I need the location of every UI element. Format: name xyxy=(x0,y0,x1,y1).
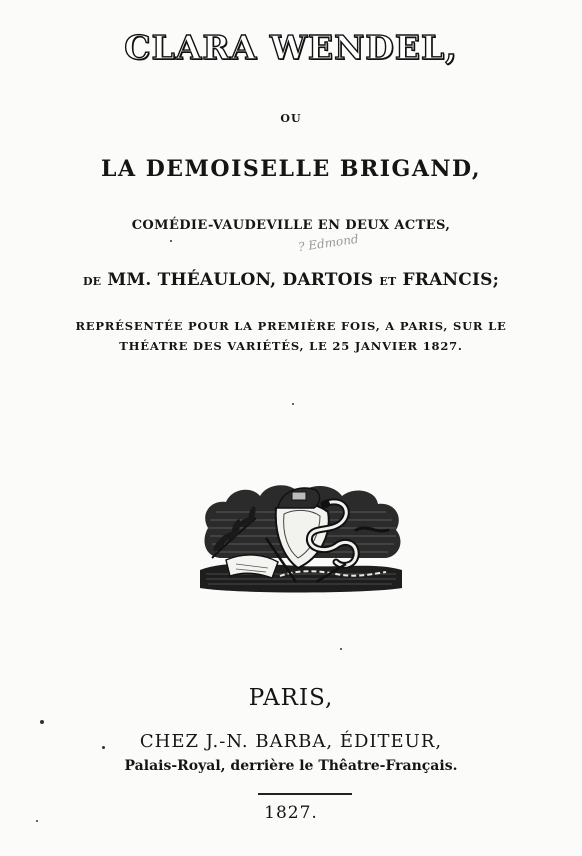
imprint-publisher: CHEZ J.-N. BARBA, ÉDITEUR, xyxy=(139,731,443,752)
genre-line: COMÉDIE-VAUDEVILLE EN DEUX ACTES, xyxy=(131,218,451,233)
performance-note xyxy=(0,316,582,356)
play-subtitle: LA DEMOISELLE BRIGAND, xyxy=(101,156,481,182)
authors-names-b: FRANCIS; xyxy=(402,270,500,290)
paper-speck xyxy=(102,746,105,749)
authors-prefix: DE xyxy=(82,275,102,288)
play-title: CLARA WENDEL, xyxy=(124,28,458,67)
divider-rule xyxy=(258,793,352,795)
paper-speck xyxy=(40,720,44,724)
authors-joiner: ET xyxy=(379,275,397,288)
printer-ornament-icon xyxy=(196,478,406,596)
imprint-address: Palais-Royal, derrière le Thêatre-Français. xyxy=(124,758,458,774)
paper-speck xyxy=(170,240,172,242)
paper-speck xyxy=(292,403,294,405)
handwritten-annotation: ? Edmond xyxy=(297,231,360,255)
performance-line-1: REPRÉSENTÉE POUR LA PREMIÈRE FOIS, A PARIS, SUR LE xyxy=(75,319,507,333)
authors-line xyxy=(0,270,582,290)
authors-names-a: MM. THÉAULON, DARTOIS xyxy=(107,270,374,290)
performance-line-2: THÉATRE DES VARIÉTÉS, LE 25 JANVIER 1827. xyxy=(119,339,463,353)
paper-speck xyxy=(36,820,38,822)
publication-year: 1827. xyxy=(264,803,318,823)
imprint-city: PARIS, xyxy=(248,685,334,711)
conjunction: OU xyxy=(280,112,302,125)
paper-speck xyxy=(340,648,342,650)
